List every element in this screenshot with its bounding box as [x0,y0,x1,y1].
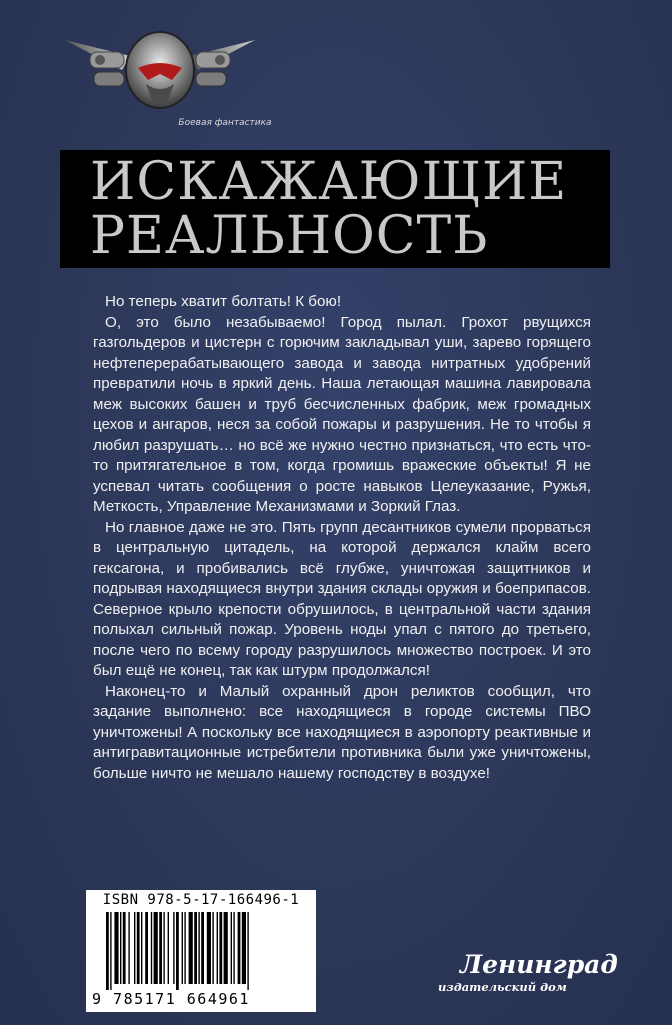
book-title-line1: ИСКАЖАЮЩИЕ [90,152,568,212]
blurb-paragraph: О, это было незабываемо! Город пылал. Грохот рвущихся газгольдеров и цистерн с горючим закладывал уши, зарево горящего нефтеперерабатывающего завода и завода нитратных удобрений превратили ночь в яркий день. Наша летающая машина лавировала меж высоких башен и труб бесчисленных фабрик, меж громадных цехов и ангаров, неся за собой пожары и разрушения. Не то чтобы я любил разрушать… но всё же нужно честно признаться, что есть что-то притягательное в том, когда громишь вражеские объекты! Я не успевал читать сообщения о росте навыков Целеуказание, Ружья, Меткость, Управление Механизмами и Зоркий Глаз. [93,313,591,515]
publisher-logo [430,950,618,1000]
blurb-paragraph: Но главное даже не это. Пять групп десантников сумели прорваться в центральную цитадель, на которой держался клайм всего гексагона, и пробивались всё глубже, уничтожая защитников и подрывая находящиеся внутри здания склады оружия и боеприпасов. Северное крыло крепости обрушилось, в центральной части здания полыхал сильный пожар. Уровень ноды упал с пятого до третьего, после чего по всему городу разрушилось множество построек. И это был ещё не конец, так как штурм продолжался! [93,518,591,679]
title-band [60,150,610,268]
series-logo [60,18,272,128]
alien-helmet-icon [60,18,260,118]
blurb-paragraph: Но теперь хватит болтать! К бою! [105,293,342,310]
blurb-text [93,292,591,784]
barcode-digits: 9 785171 664961 [92,990,250,1008]
publisher-subtitle: издательский дом [438,980,567,994]
blurb-paragraph: Наконец-то и Малый охранный дрон реликтов сообщил, что задание выполнено: все находящиеся в городе системы ПВО уничтожены! А поскольку все находящиеся в аэропорту реактивные и антигравитационные истребители противника были уже уничтожены, больше ничто не мешало нашему господству в воздухе! [93,682,591,782]
isbn-label: ISBN 978-5-17-166496-1 [102,892,300,908]
publisher-name: Ленинград [460,950,618,979]
barcode-icon [104,912,300,990]
isbn-barcode-box [86,890,316,1012]
book-title-line2: РЕАЛЬНОСТЬ [90,206,489,266]
series-caption: Боевая фантастика [178,118,272,128]
